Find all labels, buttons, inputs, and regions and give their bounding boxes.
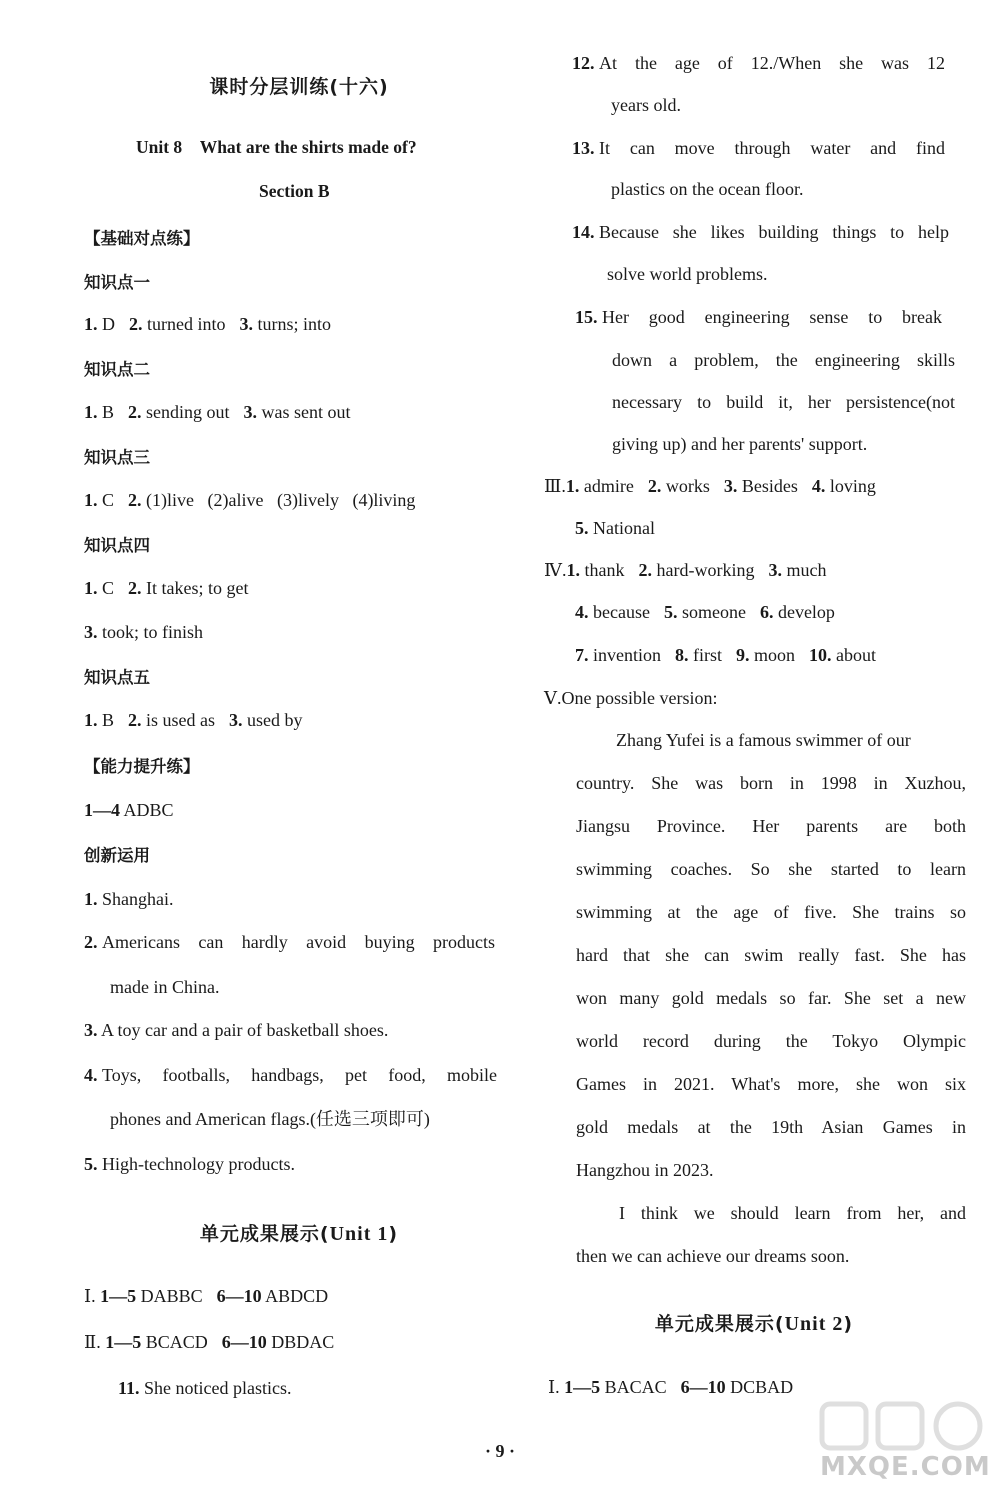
kp4-answers-a: 1. C 2. It takes; to get [84, 578, 249, 598]
lesson-title: 课时分层训练(十六) [209, 76, 389, 98]
innovation-item: 3. A toy car and a pair of basketball shoes. [84, 1020, 389, 1040]
kp2-heading: 知识点二 [84, 360, 150, 379]
essay-line: swimming at the age of five. She trains so [576, 902, 966, 922]
kp4-answers-b: 3. took; to finish [84, 622, 204, 642]
essay-line: world record during the Tokyo Olympic [576, 1031, 966, 1051]
essay-line: Hangzhou in 2023. [576, 1160, 714, 1180]
unit-question: What are the shirts made of? [199, 137, 417, 157]
kp3-heading: 知识点三 [84, 448, 150, 467]
page-number: · 9 · [484, 1441, 515, 1461]
unit1-q11: 11. She noticed plastics. [118, 1378, 292, 1398]
section4-line3: 7. invention 8. first 9. moon 10. about [575, 645, 877, 665]
unit-label: Unit 8 [136, 137, 183, 157]
q14: 14. Because she likes building things to help [572, 222, 949, 242]
essay-line: then we can achieve our dreams soon. [576, 1246, 850, 1266]
innovation-item-cont: phones and American flags.(任选三项即可) [110, 1109, 430, 1129]
essay-line: hard that she can swim really fast. She has [576, 945, 966, 965]
innovation-item: 5. High-technology products. [84, 1154, 295, 1174]
essay-line: swimming coaches. So she started to learn [576, 859, 966, 879]
watermark-text: MXQE.COM [820, 1452, 991, 1482]
essay-line: Jiangsu Province. Her parents are both [576, 816, 966, 836]
section-label: Section B [259, 181, 330, 201]
essay-line: Zhang Yufei is a famous swimmer of our [616, 730, 911, 750]
kp3-answers: 1. C 2. (1)live (2)alive (3)lively (4)living [84, 490, 416, 510]
unit1-title: 单元成果展示(Unit 1) [199, 1223, 399, 1245]
q13-cont: plastics on the ocean floor. [611, 179, 804, 199]
unit1-row-2: Ⅱ. 1—5 BCACD 6—10 DBDAC [84, 1332, 335, 1352]
unit1-row-1: Ⅰ. 1—5 DABBC 6—10 ABDCD [84, 1286, 329, 1306]
q15-cont: giving up) and her parents' support. [612, 434, 868, 454]
innovation-heading: 创新运用 [84, 846, 150, 865]
innovation-item: 4. Toys, footballs, handbags, pet food, mobile [84, 1065, 497, 1085]
kp1-heading: 知识点一 [84, 273, 150, 292]
essay-line: country. She was born in 1998 in Xuzhou, [576, 773, 966, 793]
innovation-item: 1. Shanghai. [84, 889, 174, 909]
q15-cont: down a problem, the engineering skills [612, 350, 955, 370]
section3-line1: Ⅲ.1. admire 2. works 3. Besides 4. loving [544, 476, 876, 496]
essay-line: gold medals at the 19th Asian Games in [576, 1117, 966, 1137]
basic-heading: 【基础对点练】 [84, 229, 200, 248]
innovation-item: 2. Americans can hardly avoid buying products [84, 932, 495, 952]
kp5-answers: 1. B 2. is used as 3. used by [84, 710, 303, 730]
unit2-title: 单元成果展示(Unit 2) [654, 1313, 854, 1335]
unit-heading [136, 137, 417, 158]
kp1-answers: 1. D 2. turned into 3. turns; into [84, 314, 332, 334]
ability-heading: 【能力提升练】 [84, 757, 200, 776]
kp5-heading: 知识点五 [84, 668, 150, 687]
q12: 12. At the age of 12./When she was 12 [572, 53, 945, 73]
q15-cont: necessary to build it, her persistence(not [612, 392, 955, 412]
essay-line: won many gold medals so far. She set a new [576, 988, 966, 1008]
section5-intro: Ⅴ.One possible version: [544, 688, 718, 708]
essay-line: I think we should learn from her, and [619, 1203, 966, 1223]
innovation-item-cont: made in China. [110, 977, 220, 997]
kp2-answers: 1. B 2. sending out 3. was sent out [84, 402, 351, 422]
q15: 15. Her good engineering sense to break [575, 307, 942, 327]
unit2-row-1: Ⅰ. 1—5 BACAC 6—10 DCBAD [548, 1377, 794, 1397]
ability-answers: 1—4 ADBC [84, 800, 174, 820]
section4-line1: Ⅳ.1. thank 2. hard-working 3. much [544, 560, 827, 580]
section3-line2: 5. National [575, 518, 655, 538]
kp4-heading: 知识点四 [84, 536, 150, 555]
q12-cont: years old. [611, 95, 681, 115]
q14-cont: solve world problems. [607, 264, 768, 284]
section4-line2: 4. because 5. someone 6. develop [575, 602, 835, 622]
q13: 13. It can move through water and find [572, 138, 945, 158]
essay-line: Games in 2021. What's more, she won six [576, 1074, 966, 1094]
